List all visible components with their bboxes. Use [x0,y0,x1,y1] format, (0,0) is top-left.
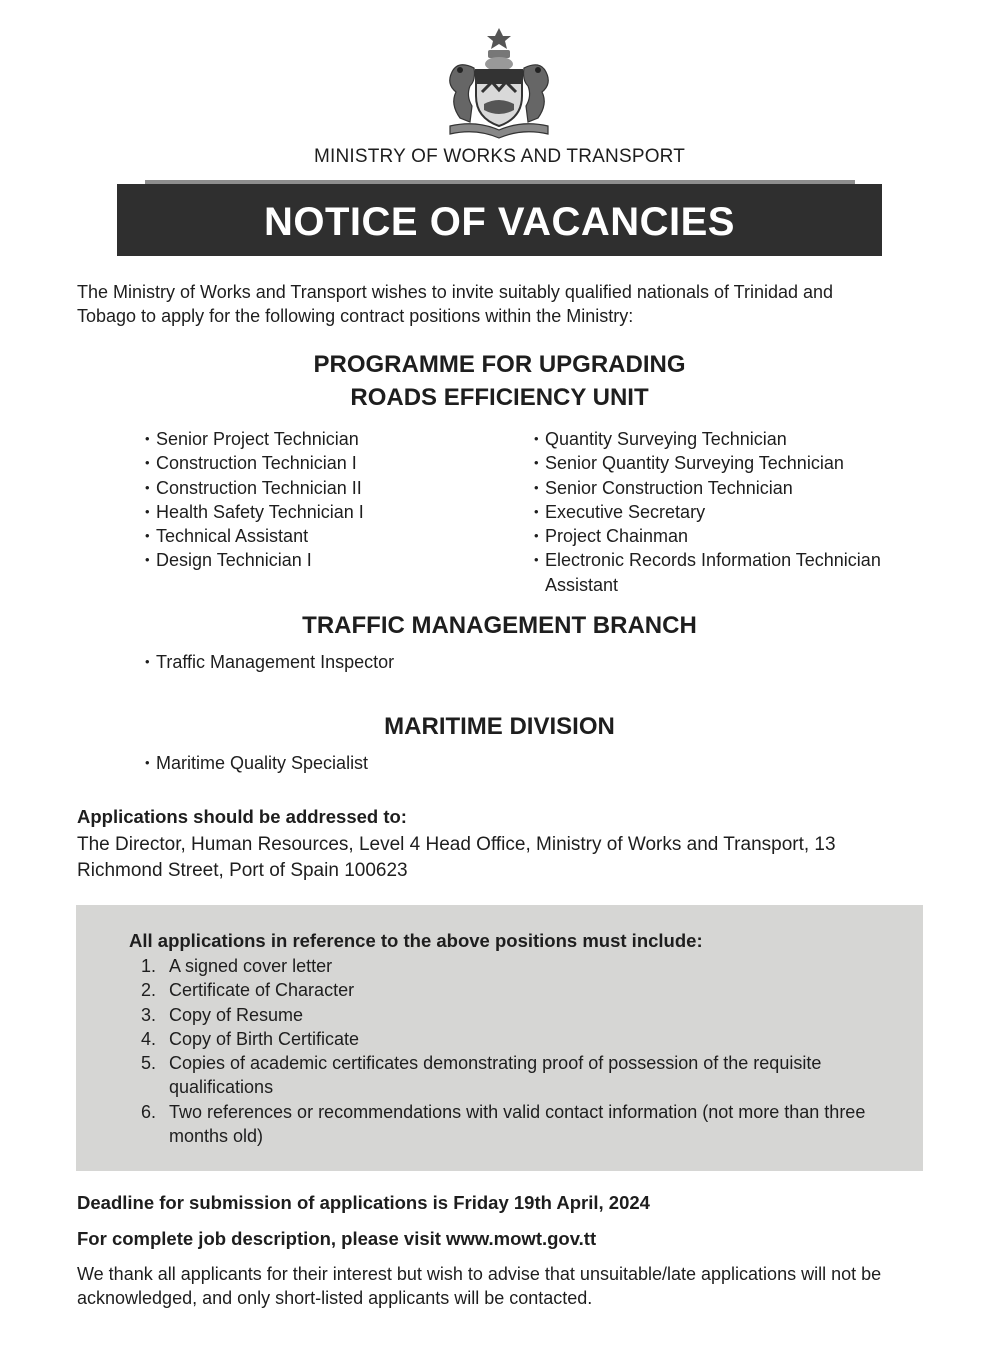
requirements-heading: All applications in reference to the above positions must include: [129,930,703,951]
list-item: • Design Technician I [145,548,515,572]
requirement-text: Copy of Resume [169,1004,304,1025]
list-item: 3. Copy of Resume [141,1004,304,1025]
requirements-list [129,954,889,1148]
list-item: • Executive Secretary [534,500,894,524]
position-list-right [534,427,894,597]
thanks-paragraph: We thank all applicants for their interest but wish to advise that unsuitable/late applications will not be acknowledged, and only short-listed applicants will be contacted. [77,1264,882,1308]
intro-paragraph: The Ministry of Works and Transport wishes to invite suitably qualified nationals of Trinidad and Tobago to apply for the following contract positions within the Ministry: [77,282,834,326]
list-item: • Maritime Quality Specialist [145,751,645,775]
section-heading-upgrading [0,348,999,414]
section-heading-maritime: MARITIME DIVISION [384,713,615,740]
position-list-traffic [145,650,645,674]
address-text: The Director, Human Resources, Level 4 Head Office, Ministry of Works and Transport, 13 Richmond Street, Port of Spain 100623 [77,834,836,881]
list-item: 5. Copies of academic certificates demonstrating proof of possession of the requisite qualifications [141,1053,822,1098]
list-item: • Senior Construction Technician [534,476,894,500]
website-text: For complete job description, please visit www.mowt.gov.tt [77,1228,597,1249]
position-list-left [145,427,515,573]
requirement-text: Copies of academic certificates demonstrating proof of possession of the requisite qualifications [169,1053,822,1098]
section-heading-line: PROGRAMME FOR UPGRADING [313,351,686,378]
address-heading: Applications should be addressed to: [77,806,407,827]
deadline-text: Deadline for submission of applications is Friday 19th April, 2024 [77,1192,650,1213]
ministry-name: MINISTRY OF WORKS AND TRANSPORT [313,146,686,167]
coat-of-arms-icon [436,26,562,140]
list-item: • Project Chainman [534,524,894,548]
list-item: 1. A signed cover letter [141,956,333,976]
requirement-text: Certificate of Character [169,980,355,1001]
list-item: 6. Two references or recommendations with valid contact information (not more than three months old) [141,1101,866,1147]
requirement-text: Copy of Birth Certificate [169,1028,360,1049]
page-title: NOTICE OF VACANCIES [117,184,882,256]
requirement-text: Two references or recommendations with valid contact information (not more than three months old) [169,1101,866,1147]
position-list-maritime [145,751,645,775]
list-item: • Senior Quantity Surveying Technician [534,451,894,475]
list-item: • Technical Assistant [145,524,515,548]
section-heading-traffic: TRAFFIC MANAGEMENT BRANCH [302,612,697,639]
section-heading-line: ROADS EFFICIENCY UNIT [350,384,649,411]
list-item: • Construction Technician I [145,451,515,475]
list-item: 4. Copy of Birth Certificate [141,1028,360,1049]
requirement-text: A signed cover letter [169,956,333,976]
list-item: • Electronic Records Information Technician Assistant [534,548,894,597]
list-item: • Construction Technician II [145,476,515,500]
list-item: • Traffic Management Inspector [145,650,645,674]
list-item: • Health Safety Technician I [145,500,515,524]
list-item: • Quantity Surveying Technician [534,427,894,451]
list-item: 2. Certificate of Character [141,980,355,1001]
list-item: • Senior Project Technician [145,427,515,451]
